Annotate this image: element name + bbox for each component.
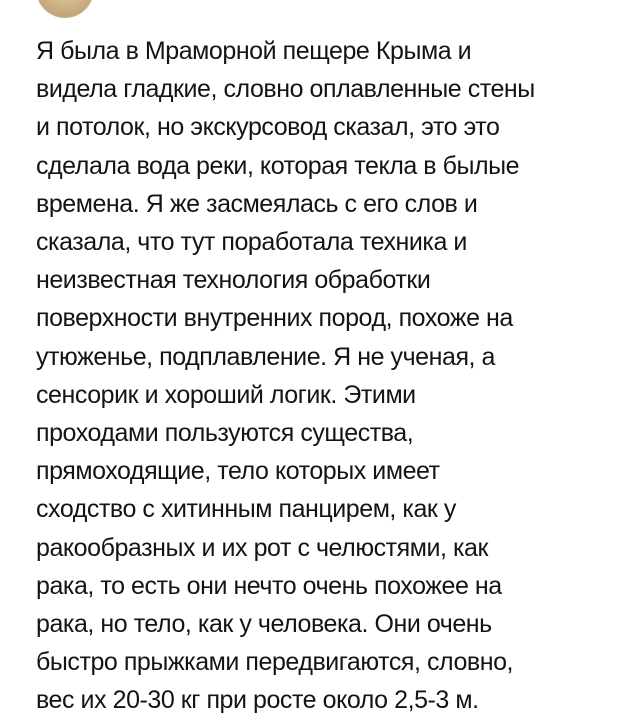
post-text-line: поверхности внутренних пород, похоже на: [36, 304, 513, 333]
post-text-line: видела гладкие, словно оплавленные стены: [36, 75, 535, 104]
post-text-line: сказала, что тут поработала техника и: [36, 228, 467, 257]
post-text-line: времена. Я же засмеялась с его слов и: [36, 189, 478, 218]
post-text-line: ракообразных и их рот с челюстями, как: [36, 533, 488, 562]
post-text-line: Я была в Мраморной пещере Крыма и: [36, 37, 472, 65]
author-avatar[interactable]: [36, 0, 94, 18]
post-text-line: утюженье, подплавление. Я не ученая, а: [36, 342, 495, 371]
post-text-line: сделала вода реки, которая текла в былые: [36, 151, 520, 180]
post-text-line: вес их 20-30 кг при росте около 2,5-3 м.: [36, 686, 479, 715]
post-text-line: быстро прыжками передвигаются, словно,: [36, 648, 514, 677]
post-header: [0, 0, 640, 24]
post-text-line: проходами пользуются существа,: [36, 419, 414, 448]
post-text-line: и потолок, но экскурсовод сказал, это это: [36, 113, 500, 142]
post-text-line: прямоходящие, тело которых имеет: [36, 457, 440, 486]
post-text-line: неизвестная технология обработки: [36, 266, 431, 295]
post-text-line: рака, но тело, как у человека. Они очень: [36, 610, 492, 639]
post-text: [36, 32, 606, 720]
post-text-line: сходство с хитинным панцирем, как у: [36, 495, 456, 524]
author-name[interactable]: [110, 0, 310, 6]
post-text-line: рака, то есть они нечто очень похожее на: [36, 571, 502, 600]
post-text-line: сенсорик и хороший логик. Этими: [36, 380, 416, 409]
